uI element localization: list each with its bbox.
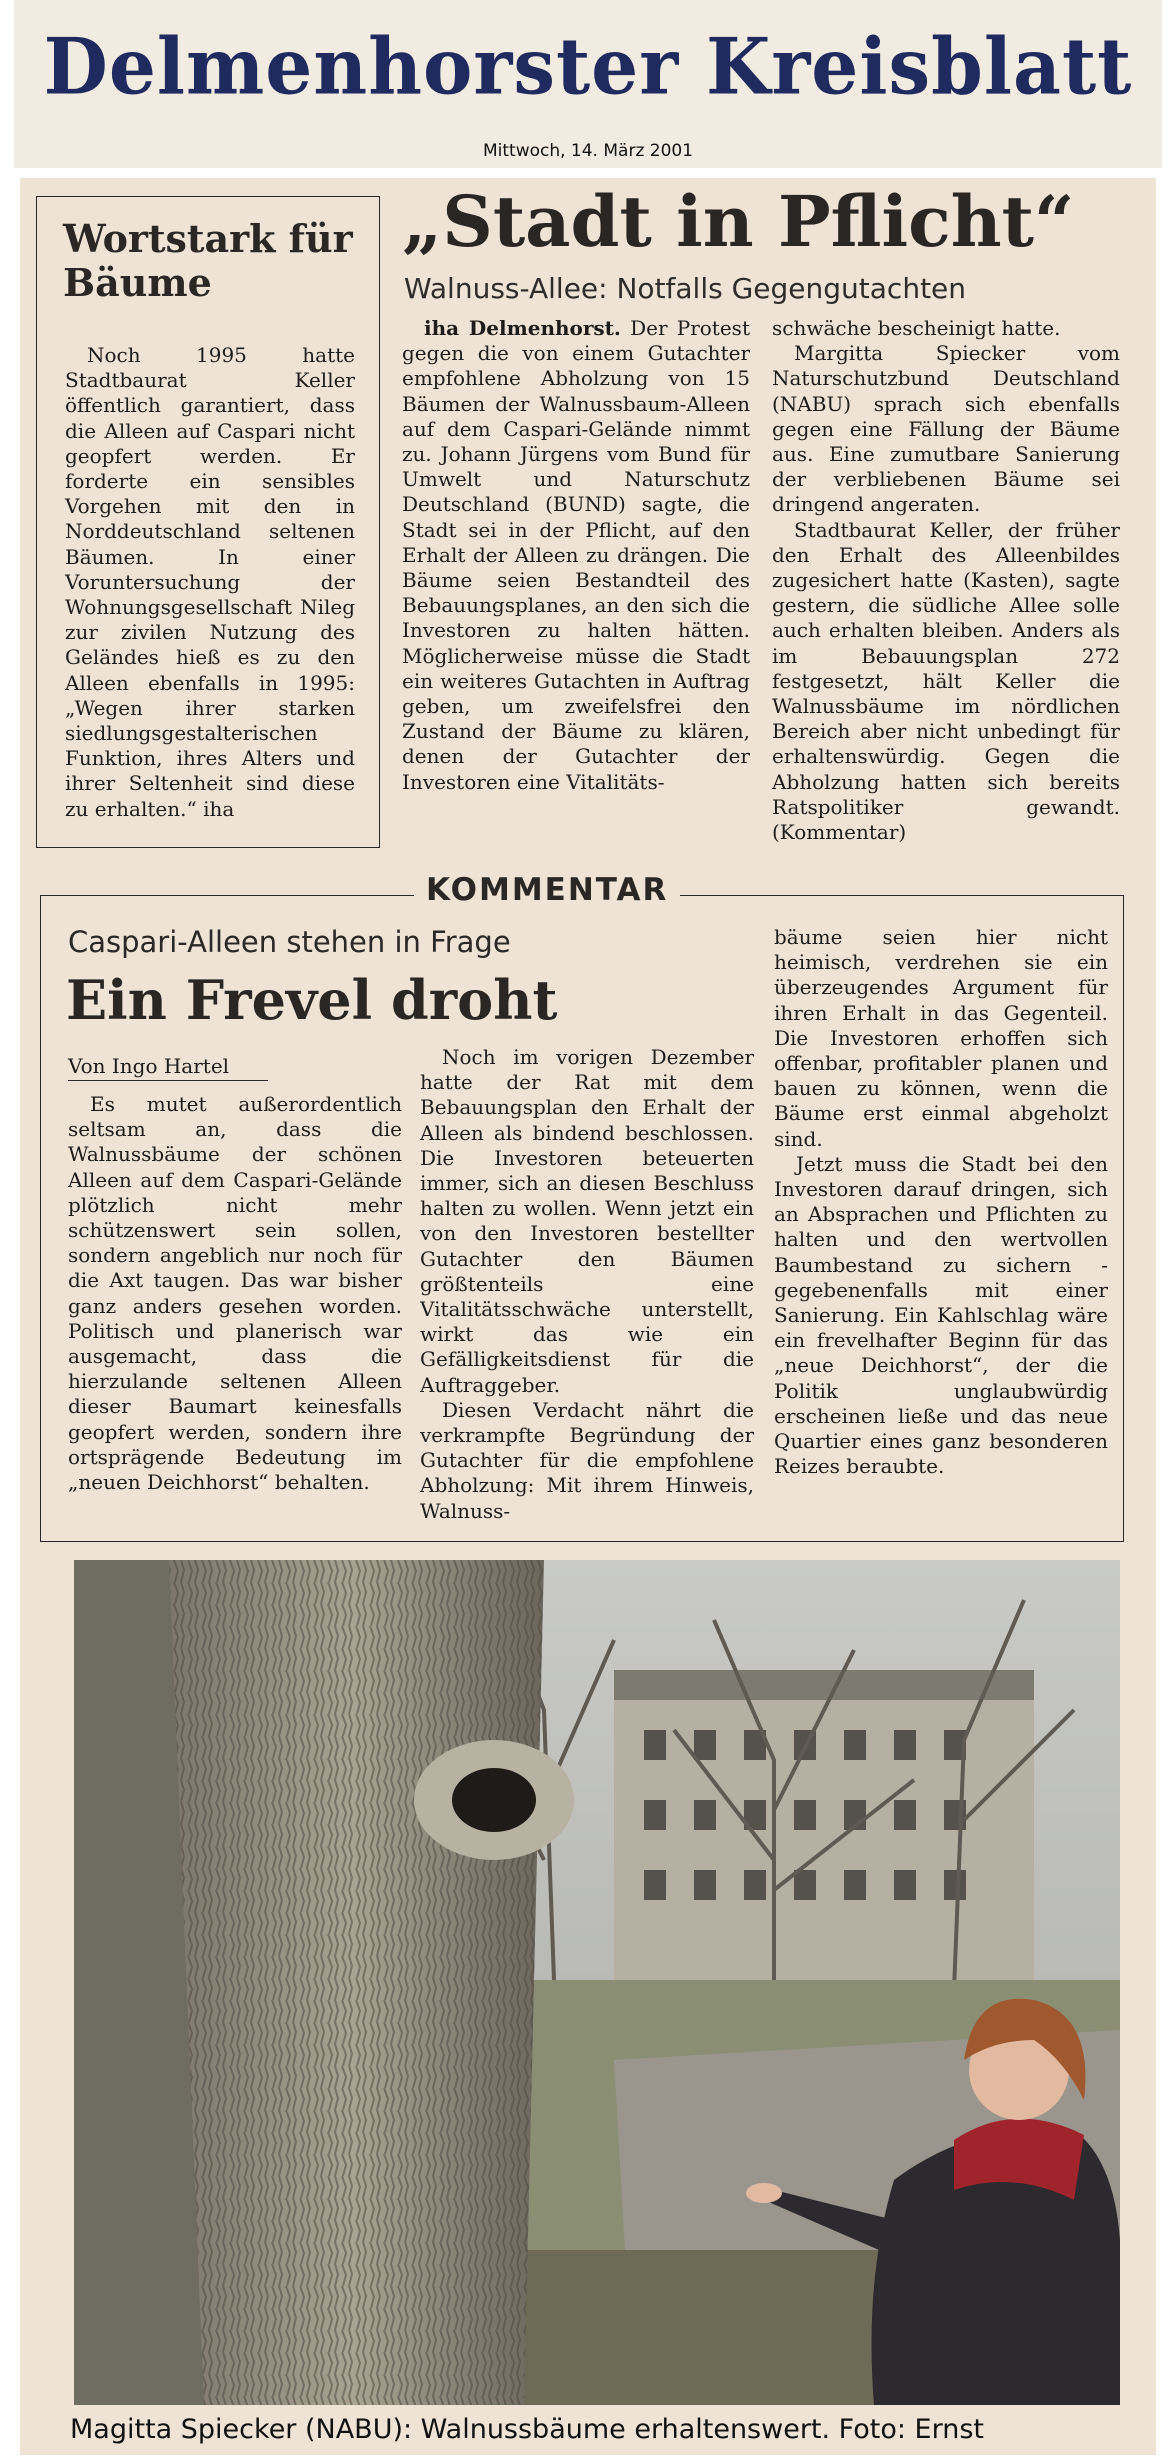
kommentar-col2-p2: Diesen Verdacht nährt die verkrampfte Begründung der Gutachter für die empfohlene Abholzung: Mit ihrem Hinweis, Walnuss- <box>420 1397 754 1523</box>
main-col2-p1: schwäche bescheinigt hatte. <box>772 316 1061 340</box>
kommentar-column-1 <box>68 1092 402 1532</box>
kommentar-kicker: Caspari-Alleen stehen in Frage <box>68 925 511 959</box>
news-photo <box>74 1560 1120 2405</box>
masthead-title: Delmenhorster Kreisblatt <box>43 21 1133 113</box>
kommentar-author: Von Ingo Hartel <box>68 1054 268 1081</box>
main-byline: iha Delmenhorst. <box>424 316 621 340</box>
issue-date: Mittwoch, 14. März 2001 <box>482 141 694 161</box>
photo-illustration <box>74 1560 1120 2405</box>
sidebar-body: Noch 1995 hatte Stadtbaurat Keller öffentlich garantiert, dass die Alleen auf Caspari nicht geopfert werden. Er forderte ein sensibles Vorgehen mit den in Norddeutschland seltenen Bäumen. In einer Voruntersuchung der Wohnungsgesellschaft Nileg zur zivilen Nutzung des Geländes hieß es zu den Alleen ebenfalls in 1995: „Wegen ihrer starken siedlungsgestalterischen Funktion, ihres Alters und ihrer Seltenheit sind diese zu erhalten.“ iha <box>65 343 355 821</box>
main-headline: „Stadt in Pflicht“ <box>402 180 1075 263</box>
kommentar-column-3 <box>774 925 1108 1530</box>
main-col1-text: Der Protest gegen die von einem Gutachter empfohlene Abholzung von 15 Bäumen der Walnussbaum-Alleen auf dem Caspari-Gelände nimmt zu. Johann Jürgens vom Bund für Umwelt und Naturschutz Deutschland (BUND) sagte, die Stadt sei in der Pflicht, auf den Erhalt der Alleen zu drängen. Die Bäume seien Bestandteil des Bebauungsplanes, an den sich die Investoren zu halten hätten. Möglicherweise müsse die Stadt ein weiteres Gutachten in Auftrag geben, um zweifelsfrei den Zustand der Bäume zu klären, denen der Gutachter der Investoren eine Vitalitäts- <box>402 316 750 794</box>
kommentar-col1-text: Es mutet außerordentlich seltsam an, dass die Walnussbäume der schönen Alleen auf dem Caspari-Gelände plötzlich nicht mehr schützenswert sein sollen, sondern angeblich nur noch für die Axt taugen. Das war bisher ganz anders gesehen worden. Politisch und planerisch war ausgemacht, dass die hierzulande seltenen Alleen dieser Baumart keinesfalls geopfert werden, sondern ihre ortsprägende Bedeutung im „neuen Deichhorst“ behalten. <box>68 1092 402 1495</box>
main-col2-p3: Stadtbaurat Keller, der früher den Erhalt des Alleenbildes zugesichert hatte (Kasten), sagte gestern, die südliche Allee solle auch erhalten bleiben. Anders als im Bebauungsplan 272 festgesetzt, hält Keller die Walnussbäume im nördlichen Bereich aber nicht unbedingt für erhaltenswürdig. Gegen die Abholzung hatten sich bereits Ratspolitiker gewandt. (Kommentar) <box>772 517 1120 845</box>
kommentar-column-2 <box>420 1045 754 1533</box>
kommentar-col3-p2: Jetzt muss die Stadt bei den Investoren darauf dringen, sich an Absprachen und Pflichten zu halten und den wertvollen Baumbestand zu sichern - gegebenenfalls mit einer Sanierung. Ein Kahlschlag wäre ein frevelhafter Beginn für das „neue Deichhorst“, der die Politik unglaubwürdig erscheinen ließe und das neue Quartier eines ganz besonderen Reizes beraubte. <box>774 1151 1108 1479</box>
kommentar-label: KOMMENTAR <box>414 872 680 908</box>
main-column-2 <box>772 316 1120 856</box>
main-subheadline: Walnuss-Allee: Notfalls Gegengutachten <box>404 272 967 305</box>
kommentar-col3-p1: bäume seien hier nicht heimisch, verdrehen sie ein überzeugendes Argument für ihren Erhalt in das Gegenteil. Die Investoren erhoffen sich offenbar, profitabler planen und bauen zu können, wenn die Bäume erst einmal abgeholzt sind. <box>774 925 1108 1151</box>
sidebar-box <box>36 196 380 848</box>
main-column-1 <box>402 316 750 856</box>
kommentar-col2-p1: Noch im vorigen Dezember hatte der Rat mit dem Bebauungsplan den Erhalt der Alleen als bindend beschlossen. Die Investoren beteuerten immer, sich an diesen Beschluss halten zu wollen. Wenn jetzt ein von den Investoren bestellter Gutachter den Bäumen größtenteils eine Vitalitätsschwäche unterstellt, wirkt das wie ein Gefälligkeitsdienst für die Auftraggeber. <box>420 1045 754 1397</box>
photo-caption: Magitta Spiecker (NABU): Walnussbäume erhaltenswert. Foto: Ernst <box>70 2414 984 2445</box>
kommentar-headline: Ein Frevel droht <box>66 968 558 1032</box>
sidebar-title: Wortstark für Bäume <box>63 216 353 305</box>
photo-tree-hole <box>452 1768 536 1832</box>
main-col2-p2: Margitta Spiecker vom Naturschutzbund Deutschland (NABU) sprach sich ebenfalls gegen eine Fällung der Bäume aus. Eine zumutbare Sanierung der verbliebenen Bäume sei dringend angeraten. <box>772 341 1120 517</box>
